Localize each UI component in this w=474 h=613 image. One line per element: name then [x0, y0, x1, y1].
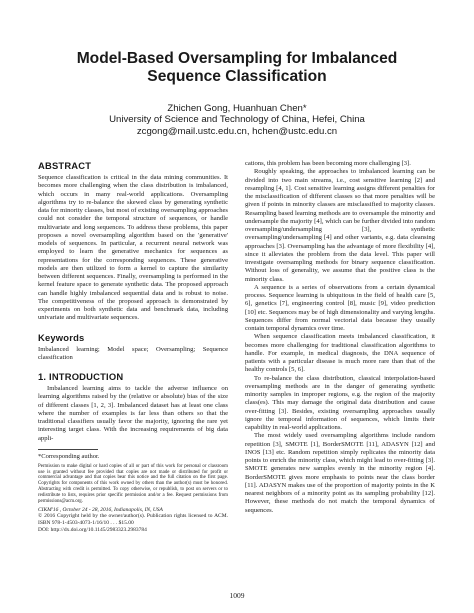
- intro-paragraph-rebalance: To re-balance the class distribution, classical interpolation-based oversampling methods are in the danger of generating synthetic minority samples in improper regions, e.g. the region of the majority class(es). This may damage the original data distribution and cause over-fitting [3]. Besides, existing oversampling approaches usually ignore the temporal information of sequences, which limits their capability in real-world applications.: [245, 374, 435, 431]
- footnote-divider: [38, 449, 98, 450]
- corresponding-author-footnote: *Corresponding author.: [38, 452, 100, 460]
- author-emails: zcgong@mail.ustc.edu.cn, hchen@ustc.edu.cn: [136, 125, 338, 137]
- keywords-heading: Keywords: [38, 331, 85, 343]
- abstract-heading: ABSTRACT: [38, 160, 92, 171]
- doi-link[interactable]: DOI: http://dx.doi.org/10.1145/2983323.2983784: [38, 527, 147, 534]
- introduction-paragraph-1: Imbalanced learning aims to tackle the adverse influence on learning algorithms raised by the (relative or absolute) bias of the size of different classes [1, 2, 3]. Imbalanced dataset has at least one class where the number of examples is far less than others so that the traditional classifiers usually favor the majority, ignoring the rare yet interesting target class. With the increasing requirements of big data appli-: [38, 385, 228, 442]
- intro-paragraph-imbalanced-sequence: When sequence classification meets imbalanced classification, it becomes more challenging for traditional classification algorithms to handle. For example, in medical diagnosis, the DNA sequence of patients with a particular disease is much more rare than that of the healthy controls [5, 6].: [245, 333, 435, 374]
- intro-paragraph-oversampling-methods: The most widely used oversampling algorithms include random repetition [3], SMOTE [1], BorderSMOTE [11], ADASYN [12] and INOS [13] etc. Random repetition simply replicates the minority data points to enrich the minority class, which might lead to over-fitting [3]. SMOTE generates new samples evenly in the minority region [4]. BorderSMOTE gives more emphasis to points near the class border [11]. ADASYN makes use of the proportion of majority points in the K nearest neighbors of a minority point as its sampling probability [12]. However, these methods do not match the temporal dynamics of sequences.: [245, 432, 435, 514]
- introduction-heading: 1. INTRODUCTION: [38, 371, 124, 382]
- conference-info: CIKM'16 , October 24 - 28, 2016, Indianapolis, IN, USA: [38, 506, 163, 513]
- right-column: [245, 160, 435, 515]
- keywords-text: Imbalanced learning; Model space; Oversampling; Sequence classification: [38, 345, 228, 361]
- author-names: Zhichen Gong, Huanhuan Chen*: [167, 103, 307, 114]
- author-block: [40, 103, 434, 137]
- intro-continued-paragraph: cations, this problem has been becoming more challenging [3].: [245, 160, 411, 167]
- author-affiliation: University of Science and Technology of China, Hefei, China: [109, 114, 365, 126]
- intro-paragraph-sequence: A sequence is a series of observations from a certain dynamical process. Sequence learning is ubiquitous in the field of health care [5, 6], genetics [7], engineering control [8], music [9], video prediction [10] etc. Sequences may be of high dimensionality and varying lengths. Sequences differ from normal vectorial data because they usually contain temporal dynamics over time.: [245, 283, 435, 332]
- copyright-notice: © 2016 Copyright held by the owner/author(s). Publication rights licensed to ACM. ISBN 978-1-4503-4073-1/16/10 . . . $15.00: [38, 513, 228, 527]
- page-number: 1009: [229, 591, 245, 600]
- left-column: [38, 160, 228, 534]
- intro-paragraph-approaches: Roughly speaking, the approaches to imbalanced learning can be divided into two main streams, i.e., cost sensitive learning [2] and resampling [4, 1]. Cost sensitive learning assigns different penalties for the misclassification of different classes so that more penalties will be given if points in minority classes are misclassified to majority classes. Resampling based learning methods are to oversample the minority and undersample the majority [4], which can be further divided into random oversampling/undersampling [3], synthetic oversampling/undersampling [4] and other variants, e.g. data cleansing approaches [3]. Oversampling has the advantage of more flexibility [4], since it alleviates the problem from the data level. This paper will investigate oversampling methods for binary sequence classification. Without loss of generality, we assume that the positive class is the minority class.: [245, 168, 435, 283]
- paper-title: Model-Based Oversampling for Imbalanced Sequence Classification: [76, 50, 398, 85]
- permission-notice: Permission to make digital or hard copies of all or part of this work for personal or classroom use is granted without fee provided that copies are not made or distributed for profit or commercial advantage and that copies bear this notice and the full citation on the first page. Copyrights for components of this work owned by others than the author(s) must be honored. Abstracting with credit is permitted. To copy otherwise, or republish, to post on servers or to redistribute to lists, requires prior specific permission and/or a fee. Request permissions from permissions@acm.org.: [38, 463, 228, 504]
- abstract-text: Sequence classification is critical in the data mining communities. It becomes more challenging when the class distribution is imbalanced, which occurs in many real-world applications. Oversampling algorithms try to re-balance the skewed class by generating synthetic data for minority classes, but most of existing oversampling approaches could not consider the temporal structure of sequences, or handle multivariate and long sequences. To address these problems, this paper proposes a novel oversampling algorithm based on the 'generative' models of sequences. In particular, a recurrent neural network was employed to learn the generative mechanics for sequences as representations for the corresponding sequences. These generative models are then utilized to form a kernel to capture the similarity between different sequences. Finally, oversampling is performed in the kernel feature space to generate synthetic data. The proposed approach can handle highly imbalanced sequential data and is robust to noise. The competitiveness of the proposed approach is demonstrated by experiments on both synthetic data and benchmark data, including univariate and multivariate sequences.: [38, 174, 228, 322]
